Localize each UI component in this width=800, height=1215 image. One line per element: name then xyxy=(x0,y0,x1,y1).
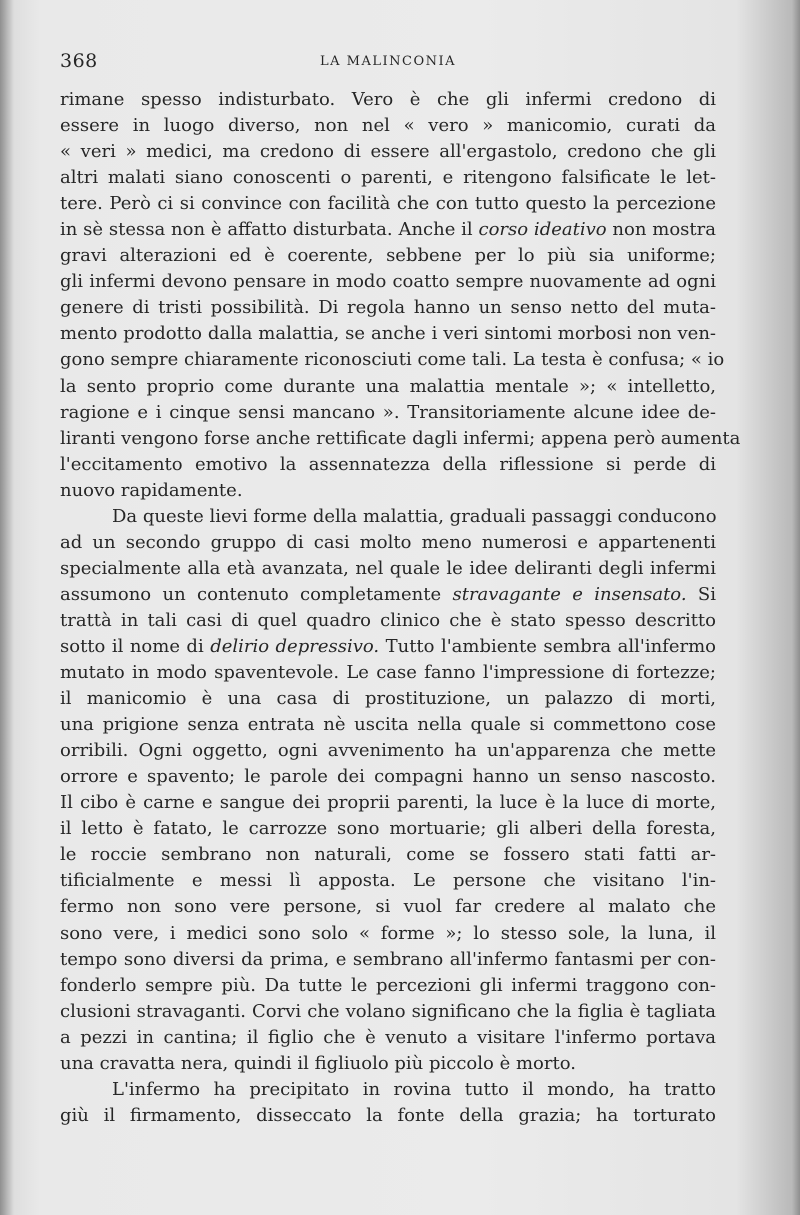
page-number: 368 xyxy=(60,50,98,72)
text-line: gli infermi devono pensare in modo coatto sempre nuovamente ad ogni xyxy=(60,271,716,293)
text-line: liranti vengono forse anche rettificate dagli infermi; appena però aumenta xyxy=(60,427,741,449)
text-segment: non mostra xyxy=(606,219,716,241)
text-line xyxy=(60,217,716,243)
text-line: l'eccitamento emotivo la assennatezza della riflessione si perde di xyxy=(60,453,716,475)
running-title: LA MALINCONIA xyxy=(320,54,456,69)
text-line: fonderlo sempre più. Da tutte le percezioni gli infermi traggono con- xyxy=(60,974,716,996)
italic-term: stravagante e insensato. xyxy=(452,583,687,605)
text-line: gono sempre chiaramente riconosciuti come tali. La testa è confusa; « io xyxy=(60,349,725,371)
text-line: il manicomio è una casa di prostituzione, un palazzo di morti, xyxy=(60,688,716,710)
text-line: tempo sono diversi da prima, e sembrano all'infermo fantasmi per con- xyxy=(60,948,716,970)
text-line: orrore e spavento; le parole dei compagni hanno un senso nascosto. xyxy=(60,766,716,788)
text-line: genere di tristi possibilità. Di regola hanno un senso netto del muta- xyxy=(60,297,716,319)
text-line: altri malati siano conoscenti o parenti, e ritengono falsificate le let- xyxy=(60,167,716,189)
paragraph-1 xyxy=(60,87,741,504)
text-line: tificialmente e messi lì apposta. Le persone che visitano l'in- xyxy=(60,870,716,892)
text-segment: Si xyxy=(686,583,716,605)
text-line: a pezzi in cantina; il figlio che è venuto a visitare l'infermo portava xyxy=(60,1026,716,1048)
text-line: tere. Però ci si convince con facilità che con tutto questo la percezione xyxy=(60,193,716,215)
text-segment: in sè stessa non è affatto disturbata. Anche il xyxy=(60,219,479,241)
paragraph-3 xyxy=(60,1077,716,1129)
text-segment: sotto il nome di xyxy=(60,635,211,657)
text-line: sono vere, i medici sono solo « forme »; lo stesso sole, la luna, il xyxy=(60,922,716,944)
text-line: L'infermo ha precipitato in rovina tutto il mondo, ha tratto xyxy=(112,1078,716,1100)
text-line: mutato in modo spaventevole. Le case fanno l'impressione di fortezze; xyxy=(60,662,716,684)
text-line: ad un secondo gruppo di casi molto meno numerosi e appartenenti xyxy=(60,531,716,553)
text-line: Il cibo è carne e sangue dei proprii parenti, la luce è la luce di morte, xyxy=(60,792,716,814)
text-line: clusioni stravaganti. Corvi che volano significano che la figlia è tagliata xyxy=(60,1000,716,1022)
italic-term: delirio depressivo. xyxy=(210,635,380,657)
text-line: la sento proprio come durante una malattia mentale »; « intelletto, xyxy=(60,375,716,397)
text-line: ragione e i cinque sensi mancano ». Transitoriamente alcune idee de- xyxy=(60,401,716,423)
text-segment: assumono un contenuto completamente xyxy=(60,583,453,605)
text-line: rimane spesso indisturbato. Vero è che gli infermi credono di xyxy=(60,89,716,110)
running-head xyxy=(60,50,716,74)
text-line: fermo non sono vere persone, si vuol far credere al malato che xyxy=(60,896,716,918)
text-line: mento prodotto dalla malattia, se anche i veri sintomi morbosi non ven- xyxy=(60,323,716,345)
text-line: una prigione senza entrata nè uscita nella quale si commettono cose xyxy=(60,714,716,736)
text-line: giù il firmamento, disseccato la fonte della grazia; ha torturato xyxy=(60,1104,716,1126)
text-line: il letto è fatato, le carrozze sono mortuarie; gli alberi della foresta, xyxy=(60,818,716,840)
text-line xyxy=(60,634,716,660)
text-line: « veri » medici, ma credono di essere all'ergastolo, credono che gli xyxy=(60,141,716,163)
text-line: trattà in tali casi di quel quadro clinico che è stato spesso descritto xyxy=(60,609,716,631)
italic-term: corso ideativo xyxy=(478,219,607,241)
body-text xyxy=(60,87,741,1129)
text-line: gravi alterazioni ed è coerente, sebbene per lo più sia uniforme; xyxy=(60,245,716,267)
text-line: Da queste lievi forme della malattia, graduali passaggi conducono xyxy=(112,505,717,527)
text-line: una cravatta nera, quindi il figliuolo più piccolo è morto. xyxy=(60,1052,576,1074)
text-line xyxy=(60,582,716,608)
text-line: orribili. Ogni oggetto, ogni avvenimento ha un'apparenza che mette xyxy=(60,740,716,762)
text-line: le roccie sembrano non naturali, come se fossero stati fatti ar- xyxy=(60,844,716,866)
text-line: nuovo rapidamente. xyxy=(60,479,243,501)
text-segment: Tutto l'ambiente sembra all'infermo xyxy=(379,635,716,657)
paragraph-2 xyxy=(60,504,716,1077)
text-line: essere in luogo diverso, non nel « vero » manicomio, curati da xyxy=(60,115,716,137)
text-line: specialmente alla età avanzata, nel quale le idee deliranti degli infermi xyxy=(60,557,716,579)
